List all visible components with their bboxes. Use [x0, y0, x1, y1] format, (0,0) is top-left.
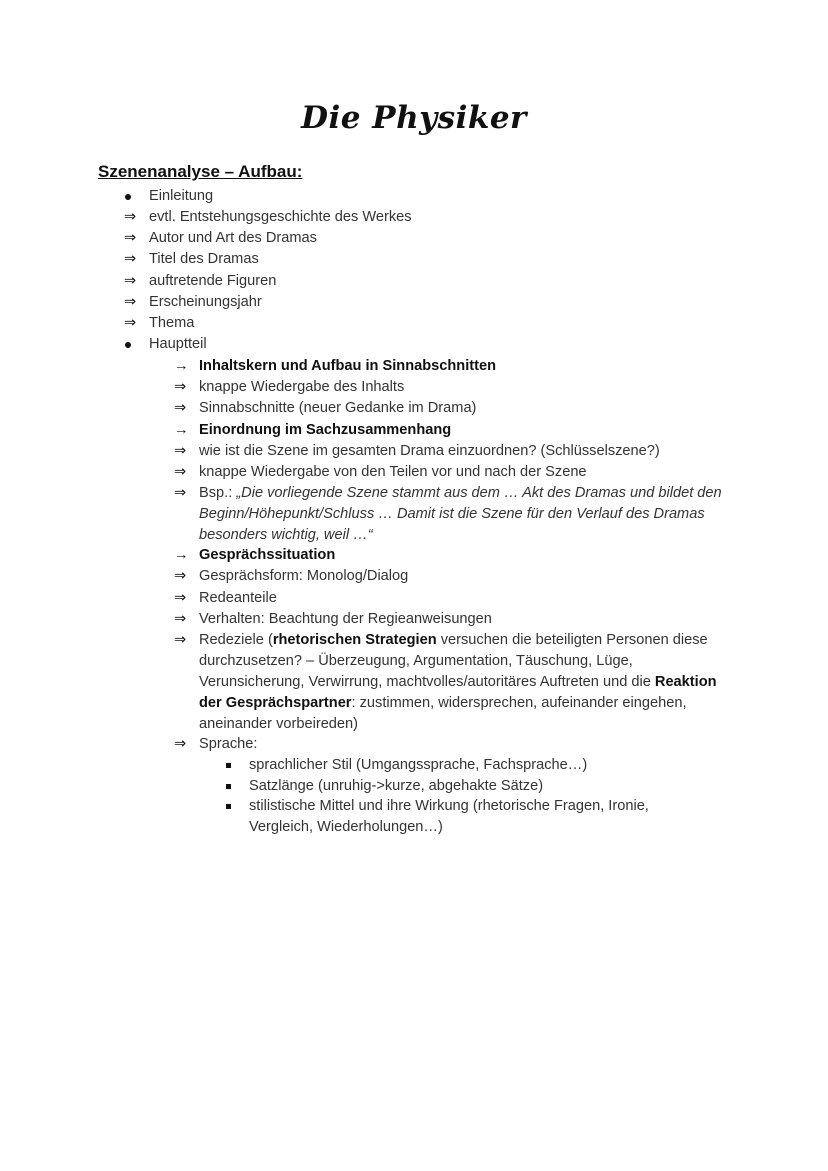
double-arrow-icon: ⇒	[124, 251, 137, 267]
double-arrow-icon: ⇒	[124, 230, 137, 246]
square-bullet-icon	[226, 763, 231, 768]
bullet-icon	[125, 194, 131, 200]
square-bullet-icon	[226, 804, 231, 809]
bullet-icon	[125, 342, 131, 348]
double-arrow-icon: ⇒	[174, 485, 187, 501]
double-arrow-icon: ⇒	[124, 315, 137, 331]
double-arrow-icon: ⇒	[124, 209, 137, 225]
document-page: Die Physiker Szenenanalyse – Aufbau: Einleitung ⇒ evtl. Entstehungsgeschichte des Werkes ⇒ Autor und Art des Dramas ⇒ Titel des Dramas ⇒ auftretende Figuren ⇒ Erscheinungsjahr ⇒ Thema Hauptteil → Inhaltskern und Aufbau in Sinnabschnitten ⇒ knappe Wiedergabe des Inhalts ⇒ Sinnabschnitte (neuer Gedanke im Drama) → Einordnung im Sachzusammenhang ⇒ wie ist die Szene im gesamten Drama einzuordnen? (Schlüsselszene?) ⇒ knappe Wiedergabe von den Teilen vor und nach der Szene ⇒ Bsp.: „Die vorliegende Szene stammt aus dem … Akt des Dramas und bildet den Beginn/Höhepunkt/Schluss … Damit ist die Szene für den Verlauf des Dramas besonders wichtig, weil …“ → Gesprächssituation ⇒ Gesprächsform: Monolog/Dialog ⇒ Redeanteile ⇒ Verhalten: Beachtung der Regieanweisungen ⇒ Redeziele (rhetorischen Strategien versuchen die beteiligten Personen diese durchzusetzen? – Überzeugung, Argumentation, Täuschung, Lüge, Verunsicherung, Verwirrung, machtvolles/autoritäres Auftreten und die Reaktion der Gesprächspartner: zustimmen, widersprechen, aufeinander eingehen, aneinander vorbeireden) ⇒ Sprache: sprachlicher Stil (Umgangssprache, Fachsprache…) Satzlänge (unruhig->kurze, abgehakte Sätze) stilistische Mittel und ihre Wirkung (rhetorische Fragen, Ironie, Vergleich, Wiederholungen…)	[0, 0, 828, 1171]
double-arrow-icon: ⇒	[174, 632, 187, 648]
double-arrow-icon: ⇒	[174, 464, 187, 480]
double-arrow-icon: ⇒	[174, 568, 187, 584]
arrow-right-icon: →	[174, 547, 189, 563]
double-arrow-icon: ⇒	[174, 590, 187, 606]
page-title: Die Physiker	[301, 100, 527, 136]
double-arrow-icon: ⇒	[174, 611, 187, 627]
double-arrow-icon: ⇒	[124, 294, 137, 310]
double-arrow-icon: ⇒	[174, 379, 187, 395]
double-arrow-icon: ⇒	[174, 736, 187, 752]
double-arrow-icon: ⇒	[174, 400, 187, 416]
arrow-right-icon: →	[174, 422, 189, 438]
section-heading: Szenenanalyse – Aufbau:	[98, 162, 303, 181]
double-arrow-icon: ⇒	[124, 273, 137, 289]
square-bullet-icon	[226, 784, 231, 789]
example-quote: „Die vorliegende Szene stammt aus dem … Akt des Dramas und bildet den Beginn/Höhepunkt/Schluss … Damit ist die Szene für den Verlauf des Dramas besonders wichtig, weil …“	[199, 485, 722, 543]
arrow-right-icon: →	[174, 358, 189, 374]
double-arrow-icon: ⇒	[174, 443, 187, 459]
